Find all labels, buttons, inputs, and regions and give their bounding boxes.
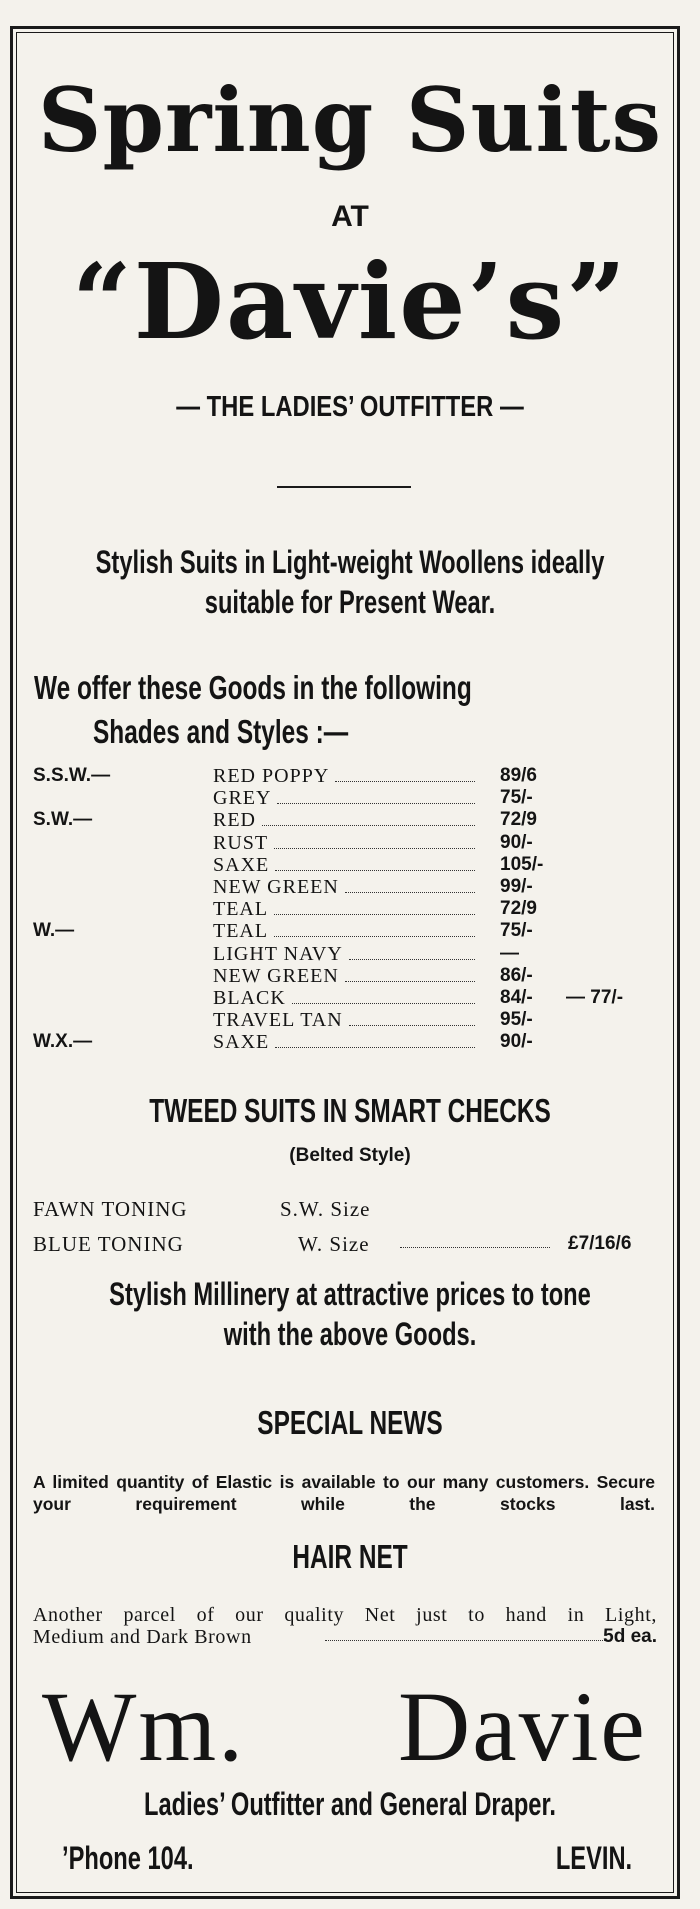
shade-label: TRAVEL TAN bbox=[213, 1009, 343, 1031]
shade-price: 90/- bbox=[500, 1031, 533, 1052]
shade-name bbox=[213, 876, 475, 898]
dot-leader bbox=[275, 1033, 475, 1048]
dot-leader bbox=[349, 945, 475, 960]
price-row bbox=[0, 854, 700, 876]
shade-name bbox=[213, 965, 475, 987]
hair-net-line-2 bbox=[33, 1626, 657, 1648]
shade-price: — bbox=[500, 943, 519, 964]
style-code: W.X.— bbox=[33, 1031, 93, 1052]
shade-name bbox=[213, 1009, 475, 1031]
shade-name bbox=[213, 898, 475, 920]
divider-rule bbox=[277, 486, 411, 488]
style-code: S.S.W.— bbox=[33, 765, 111, 786]
shade-label: TEAL bbox=[213, 920, 269, 942]
tweed-row bbox=[0, 1196, 700, 1222]
alternate-price: — 77/- bbox=[566, 987, 624, 1008]
price-row bbox=[0, 787, 700, 809]
phone-number: ’Phone 104. bbox=[62, 1840, 194, 1876]
shade-name bbox=[213, 765, 475, 787]
shade-price: 86/- bbox=[500, 965, 533, 986]
shade-name bbox=[213, 832, 475, 854]
hair-net-text bbox=[33, 1604, 657, 1648]
shade-price: 75/- bbox=[500, 920, 533, 941]
shade-price: 105/- bbox=[500, 854, 544, 875]
shade-price: 89/6 bbox=[500, 765, 537, 786]
dot-leader bbox=[292, 989, 475, 1004]
price-row bbox=[0, 809, 700, 831]
style-code: S.W.— bbox=[33, 809, 93, 830]
town-name: LEVIN. bbox=[555, 1840, 632, 1876]
price-row bbox=[0, 1009, 700, 1031]
shade-price: 72/9 bbox=[500, 809, 537, 830]
shade-name bbox=[213, 987, 475, 1009]
hair-net-price: 5d ea. bbox=[603, 1626, 657, 1647]
shade-label: SAXE bbox=[213, 854, 270, 876]
price-row bbox=[0, 876, 700, 898]
offer-line-1: We offer these Goods in the following bbox=[34, 669, 472, 706]
hair-net-title: HAIR NET bbox=[292, 1538, 408, 1575]
dot-leader bbox=[349, 1011, 475, 1026]
dot-leader bbox=[345, 967, 475, 982]
tweed-price: £7/16/6 bbox=[568, 1233, 632, 1254]
price-row bbox=[0, 987, 700, 1009]
shade-price: 99/- bbox=[500, 876, 533, 897]
shade-name bbox=[213, 1031, 475, 1053]
store-name: “Davie’s” bbox=[71, 240, 629, 363]
hair-net-line-1: Another parcel of our quality Net just to hand in Light, bbox=[33, 1604, 657, 1626]
dot-leader bbox=[275, 856, 475, 871]
shade-label: RED bbox=[213, 809, 256, 831]
shade-name bbox=[213, 943, 475, 965]
shade-label: RUST bbox=[213, 832, 269, 854]
dot-leader bbox=[277, 789, 475, 804]
price-row bbox=[0, 832, 700, 854]
tagline: — THE LADIES’ OUTFITTER — bbox=[176, 391, 524, 423]
dot-leader bbox=[274, 834, 475, 849]
connector-word: AT bbox=[331, 200, 369, 233]
price-row bbox=[0, 943, 700, 965]
tweed-tone: FAWN TONING bbox=[33, 1197, 188, 1221]
special-news-title: SPECIAL NEWS bbox=[257, 1404, 443, 1441]
dot-leader bbox=[262, 811, 475, 826]
intro-text: Stylish Suits in Light-weight Woollens ideally suitable for Present Wear. bbox=[95, 544, 605, 620]
dot-leader bbox=[325, 1640, 605, 1641]
price-row bbox=[0, 765, 700, 787]
dot-leader bbox=[400, 1247, 550, 1248]
signature-first-name: Wm. bbox=[42, 1671, 246, 1782]
tweed-tone: BLUE TONING bbox=[33, 1232, 184, 1256]
shade-label: GREY bbox=[213, 787, 272, 809]
shade-price: 72/9 bbox=[500, 898, 537, 919]
shade-name bbox=[213, 854, 475, 876]
tweed-title: TWEED SUITS IN SMART CHECKS bbox=[149, 1092, 551, 1129]
dot-leader bbox=[274, 900, 475, 915]
shade-price: 95/- bbox=[500, 1009, 533, 1030]
special-news-text: A limited quantity of Elastic is available to our many customers. Secure your requirement while the stocks last. bbox=[33, 1472, 655, 1514]
signature-last-name: Davie bbox=[398, 1671, 647, 1782]
tweed-subtitle: (Belted Style) bbox=[289, 1145, 411, 1166]
shade-label: NEW GREEN bbox=[213, 965, 339, 987]
tweed-size: W. Size bbox=[298, 1232, 370, 1256]
shade-price: 90/- bbox=[500, 832, 533, 853]
shade-label: LIGHT NAVY bbox=[213, 943, 343, 965]
millinery-text: Stylish Millinery at attractive prices to tone with the above Goods. bbox=[109, 1276, 591, 1352]
shade-label: SAXE bbox=[213, 1031, 270, 1053]
dot-leader bbox=[335, 767, 475, 782]
shade-label: RED POPPY bbox=[213, 765, 330, 787]
footer-description: Ladies’ Outfitter and General Draper. bbox=[144, 1786, 556, 1822]
shade-name bbox=[213, 920, 475, 942]
shade-name bbox=[213, 809, 475, 831]
dot-leader bbox=[274, 922, 475, 937]
hair-net-shades: Medium and Dark Brown bbox=[33, 1626, 252, 1648]
headline: Spring Suits bbox=[37, 68, 663, 172]
shade-price: 84/- bbox=[500, 987, 533, 1008]
tweed-size: S.W. Size bbox=[280, 1197, 371, 1221]
price-row bbox=[0, 965, 700, 987]
tweed-row bbox=[0, 1231, 700, 1257]
shade-price: 75/- bbox=[500, 787, 533, 808]
price-row bbox=[0, 898, 700, 920]
shade-label: NEW GREEN bbox=[213, 876, 339, 898]
offer-line-2: Shades and Styles :— bbox=[93, 713, 349, 750]
dot-leader bbox=[345, 878, 475, 893]
shade-label: BLACK bbox=[213, 987, 286, 1009]
shade-label: TEAL bbox=[213, 898, 269, 920]
shade-name bbox=[213, 787, 475, 809]
price-row bbox=[0, 920, 700, 942]
price-row bbox=[0, 1031, 700, 1053]
style-code: W.— bbox=[33, 920, 75, 941]
